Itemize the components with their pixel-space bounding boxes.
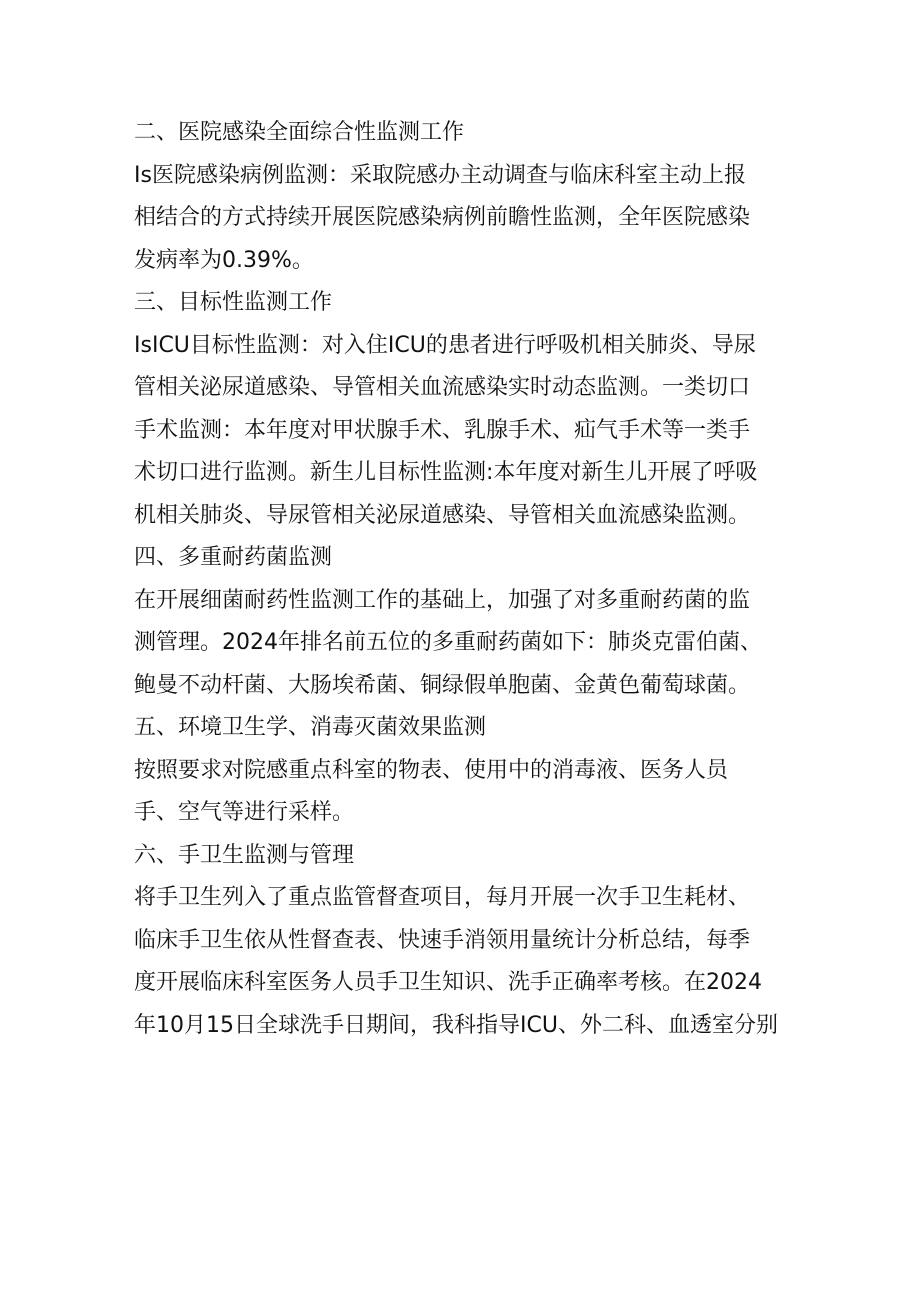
paragraph-line: 相结合的方式持续开展医院感染病例前瞻性监测，全年医院感染 xyxy=(134,205,751,230)
paragraph-line: 临床手卫生依从性督查表、快速手消领用量统计分析总结，每季 xyxy=(134,927,751,953)
paragraph-line: 将手卫生列入了重点监管督查项目，每月开展一次手卫生耗材、 xyxy=(134,885,751,910)
section-paragraph-5 xyxy=(134,750,794,835)
section-paragraph-2 xyxy=(134,155,794,283)
paragraph-line: 测管理。2024年排名前五位的多重耐药菌如下：肺炎克雷伯菌、 xyxy=(134,630,762,655)
paragraph-line: 机相关肺炎、导尿管相关泌尿道感染、导管相关血流感染监测。 xyxy=(134,502,751,528)
section-paragraph-3 xyxy=(134,325,794,538)
section-heading-5: 五、环境卫生学、消毒灭菌效果监测 xyxy=(134,715,487,740)
document-body xyxy=(134,112,794,1047)
section-heading-6: 六、手卫生监测与管理 xyxy=(134,842,355,868)
section-heading-2: 二、医院感染全面综合性监测工作 xyxy=(134,120,465,145)
paragraph-line: 鲍曼不动杆菌、大肠埃希菌、铜绿假单胞菌、金黄色葡萄球菌。 xyxy=(134,672,751,698)
paragraph-line: 手、空气等进行采样。 xyxy=(134,800,355,825)
paragraph-line: 术切口进行监测。新生儿目标性监测:本年度对新生儿开展了呼吸 xyxy=(134,460,758,485)
paragraph-line: 手术监测：本年度对甲状腺手术、乳腺手术、疝气手术等一类手 xyxy=(134,417,751,443)
paragraph-line: IsICU目标性监测：对入住ICU的患者进行呼吸机相关肺炎、导尿 xyxy=(134,332,756,358)
paragraph-line: 年10月15日全球洗手日期间，我科指导ICU、外二科、血透室分别 xyxy=(134,1012,778,1038)
paragraph-line: 度开展临床科室医务人员手卫生知识、洗手正确率考核。在2024 xyxy=(134,970,762,995)
section-paragraph-6 xyxy=(134,877,794,1047)
paragraph-line: 在开展细菌耐药性监测工作的基础上，加强了对多重耐药菌的监 xyxy=(134,587,751,613)
paragraph-line: 管相关泌尿道感染、导管相关血流感染实时动态监测。一类切口 xyxy=(134,375,751,400)
paragraph-line: Is医院感染病例监测：采取院感办主动调查与临床科室主动上报 xyxy=(134,162,746,188)
paragraph-line: 按照要求对院感重点科室的物表、使用中的消毒液、医务人员 xyxy=(134,757,729,783)
section-paragraph-4 xyxy=(134,580,794,708)
section-heading-3: 三、目标性监测工作 xyxy=(134,290,333,315)
paragraph-line: 发病率为0.39%。 xyxy=(134,247,314,273)
section-heading-4: 四、多重耐药菌监测 xyxy=(134,545,333,570)
